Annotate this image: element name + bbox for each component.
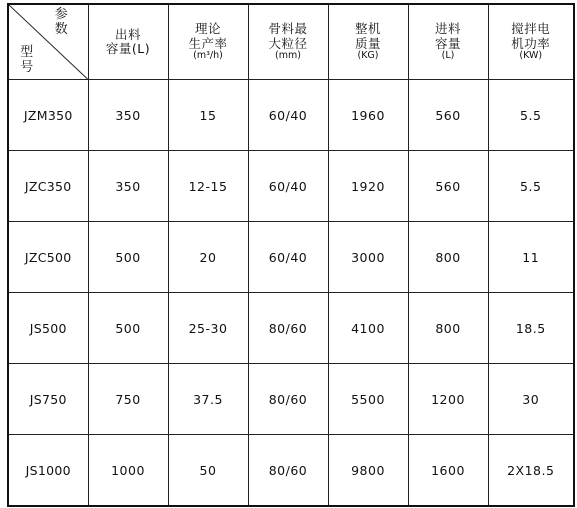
corner-label-params: 参数 [54, 7, 69, 37]
table-cell: 560 [408, 80, 488, 151]
table-row [8, 222, 574, 293]
col-header-line: 进料 [434, 21, 461, 37]
corner-header-cell [8, 4, 88, 80]
table-cell: 3000 [328, 222, 408, 293]
table-cell: 1200 [408, 364, 488, 435]
col-header-unit: (m³/h) [193, 49, 223, 61]
mixer-spec-table [7, 3, 575, 507]
table-cell: 25-30 [168, 293, 248, 364]
table-body [8, 80, 574, 507]
table-cell: 750 [88, 364, 168, 435]
table-cell: 50 [168, 435, 248, 507]
model-cell: JS750 [8, 364, 88, 435]
col-header-feed-capacity [408, 4, 488, 80]
col-header-line: 整机 [354, 21, 381, 37]
table-cell: 4100 [328, 293, 408, 364]
table-cell: 80/60 [248, 364, 328, 435]
table-cell: 11 [488, 222, 574, 293]
col-header-machine-mass [328, 4, 408, 80]
table-cell: 37.5 [168, 364, 248, 435]
table-cell: 60/40 [248, 80, 328, 151]
table-cell: 1920 [328, 151, 408, 222]
table-cell: 18.5 [488, 293, 574, 364]
col-header-aggregate-size [248, 4, 328, 80]
model-cell: JZC350 [8, 151, 88, 222]
model-cell: JS500 [8, 293, 88, 364]
table-row [8, 364, 574, 435]
col-header-unit: (KW) [519, 49, 543, 61]
table-cell: 80/60 [248, 293, 328, 364]
col-header-line: 搅拌电 [511, 21, 551, 37]
table-cell: 1000 [88, 435, 168, 507]
table-cell: 800 [408, 222, 488, 293]
table-cell: 12-15 [168, 151, 248, 222]
table-row [8, 293, 574, 364]
col-header-line: 大粒径 [268, 35, 308, 51]
table-cell: 560 [408, 151, 488, 222]
table-cell: 350 [88, 151, 168, 222]
table-cell: 30 [488, 364, 574, 435]
table-cell: 350 [88, 80, 168, 151]
col-header-line: 骨料最 [268, 21, 308, 37]
table-cell: 2X18.5 [488, 435, 574, 507]
table-row [8, 80, 574, 151]
col-header-line: 机功率 [511, 35, 551, 51]
col-header-unit: (KG) [357, 49, 379, 61]
col-header-line: 质量 [354, 35, 381, 51]
table-row [8, 435, 574, 507]
table-cell: 80/60 [248, 435, 328, 507]
col-header-line: 出料 [114, 26, 141, 42]
table-cell: 500 [88, 222, 168, 293]
table-cell: 9800 [328, 435, 408, 507]
table-cell: 60/40 [248, 151, 328, 222]
header-row [8, 4, 574, 80]
col-header-line: 容量(L) [105, 41, 151, 56]
model-cell: JZC500 [8, 222, 88, 293]
model-cell: JS1000 [8, 435, 88, 507]
table-cell: 5.5 [488, 80, 574, 151]
col-header-line: 理论 [194, 21, 221, 37]
model-cell: JZM350 [8, 80, 88, 151]
col-header-output-capacity [88, 4, 168, 80]
table-cell: 60/40 [248, 222, 328, 293]
table-cell: 5500 [328, 364, 408, 435]
col-header-unit: (mm) [275, 49, 301, 61]
table-cell: 20 [168, 222, 248, 293]
table-cell: 800 [408, 293, 488, 364]
table-cell: 15 [168, 80, 248, 151]
table-header [8, 4, 574, 80]
corner-label-model: 型号 [20, 45, 34, 76]
table-cell: 1960 [328, 80, 408, 151]
col-header-line: 容量 [434, 35, 461, 51]
table-cell: 5.5 [488, 151, 574, 222]
table-row [8, 151, 574, 222]
table-cell: 1600 [408, 435, 488, 507]
col-header-productivity [168, 4, 248, 80]
col-header-unit: (L) [441, 49, 455, 61]
col-header-motor-power [488, 4, 574, 80]
table-cell: 500 [88, 293, 168, 364]
col-header-line: 生产率 [188, 35, 228, 51]
